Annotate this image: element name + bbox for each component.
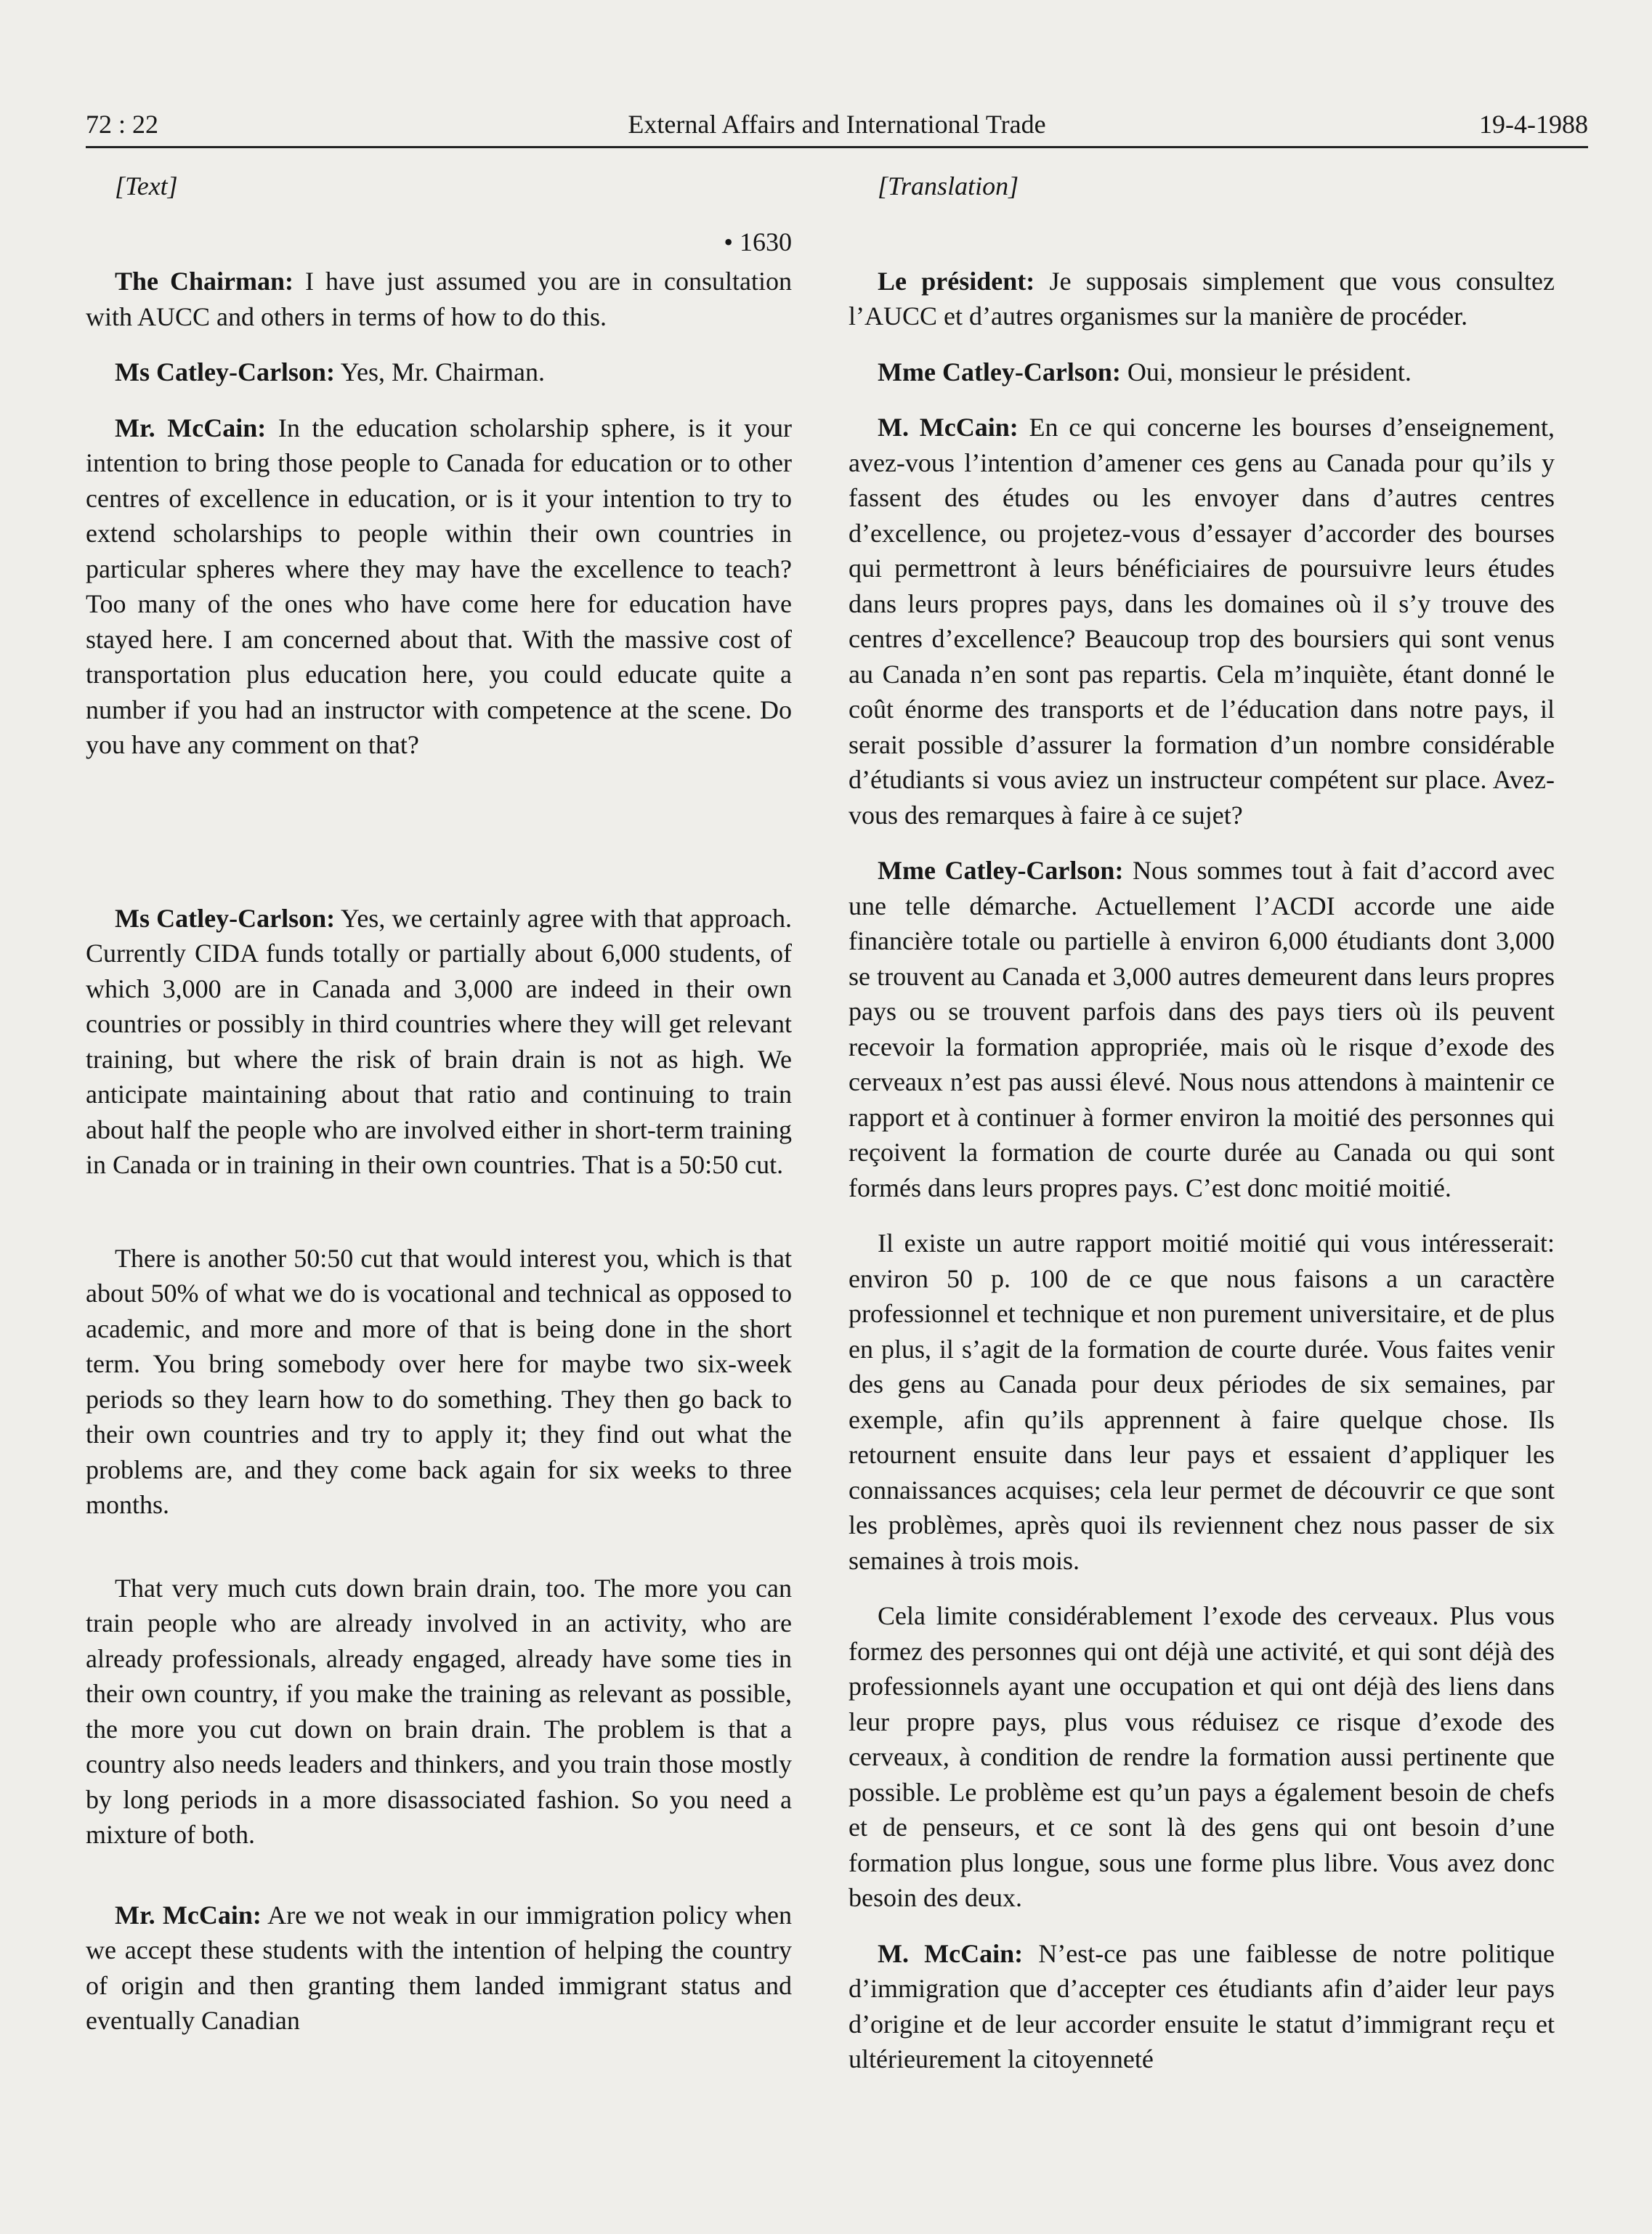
section-label: [Text] <box>115 171 178 201</box>
page-header <box>86 109 1588 147</box>
speech: Cela limite considérablement l’exode des cerveaux. Plus vous formez des personnes qui ont déjà une activité, et qui sont déjà des professionnels ayant une occupation et qui ont déjà des liens dans leur propre pays, plus vous réduisez ce risque d’exode des cerveaux, à condition de rendre la formation aussi pertinente que possible. Le problème est qu’un pays a également besoin de chefs et de penseurs, et ce sont là des gens qui ont besoin d’une formation plus longue, sous une forme plus libre. Vous avez donc besoin des deux. <box>849 1601 1555 1912</box>
speech: Yes, Mr. Chairman. <box>334 357 545 387</box>
speech: Je supposais simplement que vous consultez l’AUCC et d’autres organismes sur la manière de procéder. <box>849 266 1555 331</box>
speech: Are we not weak in our immigration policy when we accept these students with the intention of helping the country of origin and then granting them landed immigrant status and eventually Canadian <box>86 1900 792 2035</box>
speaker: Mme Catley-Carlson: <box>878 856 1124 885</box>
paragraph <box>86 410 792 763</box>
speech: Nous sommes tout à fait d’accord avec une telle démarche. Actuellement l’ACDI accorde une aide financière totale ou partielle à environ 6,000 étudiants dont 3,000 se trouvent au Canada et 3,000 autres demeurent dans leurs propres pays ou se trouvent parfois dans des pays tiers où ils peuvent recevoir la formation appropriée, mais où le risque d’exode des cerveaux n’est pas aussi élevé. Nous nous attendons à maintenir ce rapport et à continuer à former environ la moitié des personnes qui reçoivent la formation de courte durée au Canada ou qui sont formés dans leurs propres pays. C’est donc moitié moitié. <box>849 856 1555 1202</box>
speech: In the education scholarship sphere, is it your intention to bring those people to Canada for education or to other centres of excellence in education, or is it your intention to try to extend scholarships to people within their own countries in particular spheres where they may have the excellence to teach? Too many of the ones who have come here for education have stayed here. I am concerned about that. With the massive cost of transportation plus education here, you could educate quite a number if you had an instructor with competence at the scene. Do you have any comment on that? <box>86 413 792 759</box>
paragraph <box>849 264 1555 334</box>
page-number: 72 : 22 <box>86 110 159 139</box>
speech: There is another 50:50 cut that would interest you, which is that about 50% of what we do is vocational and technical as opposed to academic, and more and more of that is being done in the short term. You bring somebody over here for maybe two six-week periods so they learn how to do something. They then go back to their own countries and try to apply it; they find out what the problems are, and they come back again for six weeks to three months. <box>86 1243 792 1519</box>
paragraph <box>86 901 792 1183</box>
paragraph <box>86 1241 792 1523</box>
section-label: [Translation] <box>878 171 1019 201</box>
english-column <box>86 169 792 2039</box>
paragraph <box>86 1571 792 1853</box>
paragraph <box>849 1936 1555 2077</box>
speaker: Mr. McCain: <box>115 413 267 442</box>
speech: N’est-ce pas une faiblesse de notre politique d’immigration que d’accepter ces étudiants afin d’aider leur pays d’origine et de leur accorder ensuite le statut d’immigrant reçu et ultérieurement la citoyenneté <box>849 1938 1555 2073</box>
speaker: M. McCain: <box>878 413 1019 442</box>
speaker: The Chairman: <box>115 267 294 296</box>
french-column <box>849 169 1555 2077</box>
speaker: Mr. McCain: <box>115 1900 262 1930</box>
speaker: Mme Catley-Carlson: <box>878 357 1121 387</box>
page-date: 19-4-1988 <box>1479 110 1588 139</box>
speech: I have just assumed you are in consultation with AUCC and others in terms of how to do this. <box>86 267 793 331</box>
paragraph <box>849 1226 1555 1578</box>
speech: En ce qui concerne les bourses d’enseignement, avez-vous l’intention d’amener ces gens au Canada pour qu’ils y fassent des études ou les envoyer dans d’autres centres d’excellence, ou projetez-vous d’essayer d’accorder des bourses qui permettront à leurs bénéficiaires de poursuivre leurs études dans leurs propres pays, dans les domaines où il s’y trouve des centres d’excellence? Beaucoup trop des boursiers qui sont venus au Canada n’en sont pas repartis. Cela m’inquiète, étant donné le coût énorme des transports et de l’éducation dans notre pays, il serait possible d’assurer la formation d’un nombre considérable d’étudiants si vous aviez un instructeur compétent sur place. Avez-vous des remarques à faire à ce sujet? <box>849 413 1555 830</box>
speaker: Ms Catley-Carlson: <box>115 357 335 387</box>
speech: Il existe un autre rapport moitié moitié qui vous intéresserait: environ 50 p. 100 de ce que nous faisons a un caractère professionnel et technique et non purement universitaire, et de plus en plus, il s’agit de la formation de courte durée. Vous faites venir des gens au Canada pour deux périodes de six semaines, par exemple, afin qu’ils apprennent à faire quelque chose. Ils retournent ensuite dans leur pays et essaient d’appliquer les connaissances acquises; cela leur permet de découvrir ce que sont les problèmes, après quoi ils reviennent chez nous passer de six semaines à trois mois. <box>849 1229 1555 1575</box>
header-rule <box>86 146 1588 148</box>
paragraph <box>849 1598 1555 1916</box>
speaker: Ms Catley-Carlson: <box>115 903 336 933</box>
time-mark: • 1630 <box>724 227 792 256</box>
page-title: External Affairs and International Trade <box>628 110 1046 139</box>
paragraph <box>849 410 1555 833</box>
paragraph <box>86 355 792 390</box>
speaker: Le président: <box>878 266 1035 296</box>
speaker: M. McCain: <box>878 1938 1024 1968</box>
speech: Yes, we certainly agree with that approach. Currently CIDA funds totally or partially about 6,000 students, of which 3,000 are in Canada and 3,000 are indeed in their own countries or possibly in third countries where they will get relevant training, but where the risk of brain drain is not as high. We anticipate maintaining about that ratio and continuing to train about half the people who are involved either in short-term training in Canada or in training in their own countries. That is a 50:50 cut. <box>86 903 792 1179</box>
speech: Oui, monsieur le président. <box>1120 357 1412 387</box>
paragraph <box>86 1898 792 2039</box>
paragraph <box>86 264 792 334</box>
paragraph <box>849 853 1555 1205</box>
speech: That very much cuts down brain drain, too. The more you can train people who are already involved in an activity, who are already professionals, already engaged, already have some ties in their own country, if you make the training as relevant as possible, the more you cut down on brain drain. The problem is that a country also needs leaders and thinkers, and you train those mostly by long periods in a more disassociated fashion. So you need a mixture of both. <box>86 1573 792 1849</box>
paragraph <box>849 355 1555 390</box>
